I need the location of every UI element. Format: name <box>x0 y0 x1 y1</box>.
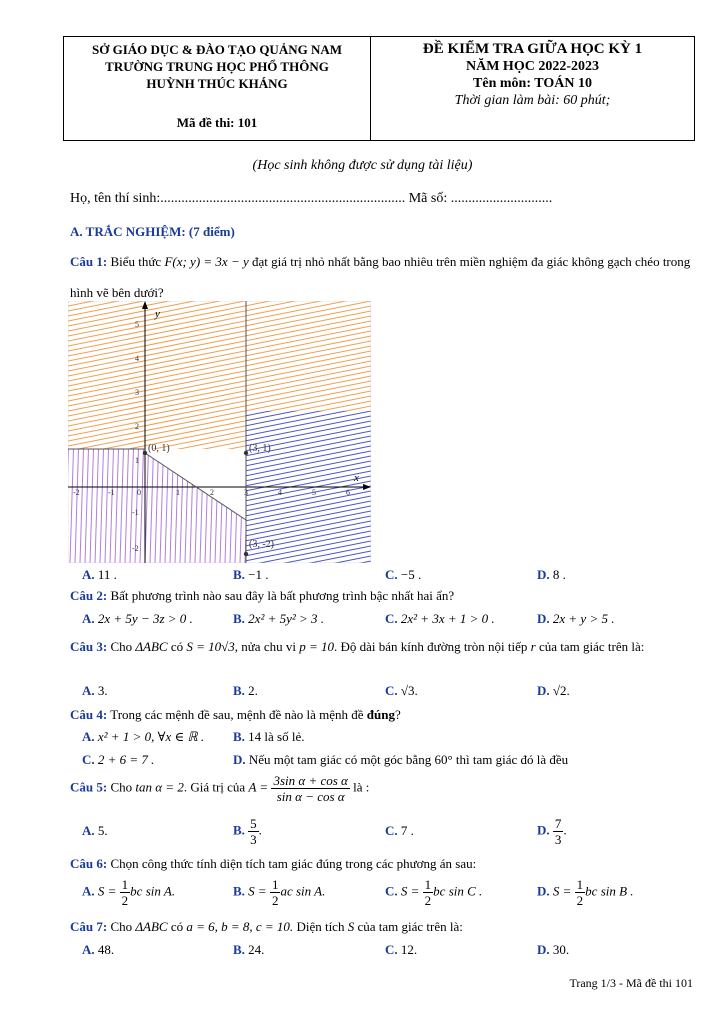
option-text: bc sin C . <box>433 883 483 899</box>
option-text: 8 . <box>552 567 566 582</box>
question-text: Cho <box>110 919 133 934</box>
option-letter: D. <box>537 567 550 582</box>
q4-option-c[interactable] <box>82 752 154 768</box>
option-letter: A. <box>82 611 95 626</box>
x-axis-label: x <box>354 472 359 484</box>
hatch-line <box>68 521 371 563</box>
q7-option-c[interactable] <box>385 942 417 958</box>
hatch-line <box>68 301 371 316</box>
option-text: . <box>563 822 567 838</box>
question-text: Trong các mệnh đề sau, mệnh đề nào là mệnh đề <box>110 707 364 722</box>
option-letter: D. <box>233 752 246 767</box>
option-text: 5. <box>97 823 108 838</box>
exam-info <box>371 37 694 140</box>
math-expression: S = <box>552 883 572 899</box>
q7-option-d[interactable] <box>537 942 569 958</box>
hatch-line <box>68 561 371 563</box>
question-label: Câu 6: <box>70 856 108 871</box>
option-letter: D. <box>537 683 550 698</box>
hatch-line <box>68 341 371 401</box>
hatch-line <box>68 476 371 536</box>
q2-option-c[interactable] <box>385 611 495 627</box>
school-line-1: TRƯỜNG TRUNG HỌC PHỔ THÔNG <box>105 59 329 74</box>
q3-option-c[interactable] <box>385 683 418 699</box>
denominator: 2 <box>424 893 432 908</box>
q1-option-b[interactable] <box>233 567 269 583</box>
option-letter: C. <box>385 683 398 698</box>
option-letter: A. <box>82 883 95 899</box>
question-label: Câu 5: <box>70 779 108 795</box>
option-letter: C. <box>385 883 398 899</box>
hatch-line <box>68 386 371 446</box>
hatch-line <box>68 396 371 456</box>
numerator: 3sin α + cos α <box>273 773 348 788</box>
question-text: là : <box>353 779 370 795</box>
q3-option-d[interactable] <box>537 683 570 699</box>
hatch-line <box>68 301 371 346</box>
question-text: đạt giá trị nhỏ nhất bằng bao nhiêu trên miền nghiệm đa giác không gạch chéo trong hình vẽ bên dưới? <box>70 254 691 300</box>
numerator: 1 <box>271 877 279 892</box>
denominator: 2 <box>121 893 129 908</box>
math-expression: A = <box>248 779 269 795</box>
question-7 <box>70 917 695 937</box>
option-letter: B. <box>233 822 245 838</box>
question-text: , nửa chu vi <box>234 639 296 654</box>
math-expression: S = <box>97 883 117 899</box>
q5-option-c[interactable] <box>385 823 414 839</box>
q4-option-d[interactable] <box>233 752 568 768</box>
question-6 <box>70 854 695 874</box>
math-expression: ΔABC <box>135 919 168 934</box>
option-text: 2x + 5y − 3z > 0 . <box>97 611 193 626</box>
vertex-point <box>244 451 248 455</box>
numerator: 1 <box>121 877 129 892</box>
option-text: 7 . <box>400 823 414 838</box>
hatch-line <box>75 301 83 563</box>
question-text: Chọn công thức tính diện tích tam giác đúng trong các phương án sau: <box>110 856 477 871</box>
option-text: 12. <box>400 942 418 957</box>
y-tick: 2 <box>135 422 139 431</box>
exam-title: ĐỀ KIỂM TRA GIỮA HỌC KỲ 1 <box>422 41 643 57</box>
hatch-line <box>68 391 371 451</box>
q3-option-b[interactable] <box>233 683 258 699</box>
math-expression: ΔABC <box>135 639 168 654</box>
hatch-line <box>225 301 233 563</box>
q5-option-d[interactable] <box>537 816 567 847</box>
hatch-line <box>68 301 371 316</box>
x-axis-arrow <box>363 484 371 490</box>
x-tick: 2 <box>210 488 214 497</box>
exam-code: Mã đề thi: 101 <box>176 115 258 130</box>
option-text: 48. <box>97 942 115 957</box>
vertex-point <box>244 552 248 556</box>
option-text: bc sin A. <box>130 883 176 899</box>
hatch-line <box>230 301 238 563</box>
y-tick: -2 <box>132 544 139 553</box>
x-tick: 0 <box>137 488 141 497</box>
hatch-line <box>68 306 371 366</box>
option-text: . <box>258 822 262 838</box>
q4-option-a[interactable] <box>82 729 204 745</box>
numerator: 1 <box>424 877 432 892</box>
fraction <box>120 877 131 908</box>
denominator: 3 <box>250 832 257 847</box>
hatch-line <box>68 551 371 563</box>
hatch-line <box>125 301 133 563</box>
fraction <box>575 877 586 908</box>
hatch-line <box>68 551 371 563</box>
math-expression: a = 6, b = 8, c = 10. <box>186 919 294 934</box>
math-expression: tan α = 2 <box>135 779 184 795</box>
option-text: −5 . <box>400 567 422 582</box>
question-text: Cho <box>110 779 133 795</box>
hatch-line <box>68 336 371 396</box>
q6-option-c[interactable] <box>385 877 482 908</box>
y-tick: -1 <box>132 508 139 517</box>
math-expression: S = <box>400 883 420 899</box>
question-label: Câu 1: <box>70 254 108 269</box>
hatch-line <box>68 381 371 441</box>
option-text: 24. <box>248 942 265 957</box>
denominator: 3 <box>554 832 562 847</box>
y-tick-labels <box>132 320 139 553</box>
x-tick: 1 <box>176 488 180 497</box>
numerator: 5 <box>250 816 257 831</box>
hatch-line <box>68 301 371 346</box>
option-letter: B. <box>233 942 245 957</box>
fraction <box>423 877 434 908</box>
fraction <box>248 816 259 847</box>
point-label: (3, 1) <box>249 443 271 454</box>
inequality-region-graph <box>68 301 371 563</box>
option-letter: A. <box>82 683 95 698</box>
question-3 <box>70 637 695 657</box>
option-letter: D. <box>537 611 550 626</box>
fraction <box>271 773 349 804</box>
option-text: 2. <box>248 683 258 698</box>
math-expression: r <box>530 639 536 654</box>
numerator: 7 <box>554 816 562 831</box>
school-line-2: HUỲNH THÚC KHÁNG <box>146 76 288 91</box>
q1-option-d[interactable] <box>537 567 566 583</box>
question-text: . Độ dài bán kính đường tròn nội tiếp <box>334 639 528 654</box>
y-axis-label: y <box>155 308 160 320</box>
exam-header <box>63 36 695 141</box>
question-text: . Giá trị của <box>183 779 246 795</box>
math-expression: S <box>347 919 355 934</box>
math-expression: F(x; y) = 3x − y <box>164 254 249 269</box>
denominator: 2 <box>576 893 584 908</box>
option-letter: A. <box>82 942 95 957</box>
option-text: 3. <box>97 683 108 698</box>
option-text: 30. <box>552 942 570 957</box>
hatch-line <box>68 326 371 386</box>
x-tick: -1 <box>108 488 115 497</box>
option-text: 2x² + 5y² > 3 . <box>248 611 325 626</box>
point-label: (0, 1) <box>148 443 170 454</box>
page-footer: Trang 1/3 - Mã đề thi 101 <box>569 976 693 990</box>
hatch-line <box>68 301 371 356</box>
option-letter: A. <box>82 567 95 582</box>
x-tick-labels <box>73 488 350 497</box>
hatch-line <box>68 471 371 531</box>
question-label: Câu 4: <box>70 707 108 722</box>
no-materials-note: (Học sinh không được sử dụng tài liệu) <box>252 158 473 173</box>
q6-option-d[interactable] <box>537 877 634 908</box>
option-letter: B. <box>233 683 245 698</box>
option-text: √3. <box>400 683 418 698</box>
hatch-line <box>68 331 371 391</box>
question-2 <box>70 586 695 606</box>
q2-option-d[interactable] <box>537 611 614 627</box>
hatch-line <box>68 521 371 563</box>
option-text: 14 là số lẻ. <box>248 729 305 744</box>
option-letter: C. <box>82 752 95 767</box>
hatch-line <box>68 366 371 426</box>
question-4 <box>70 705 695 725</box>
question-1 <box>70 246 695 308</box>
option-letter: D. <box>537 822 550 838</box>
fraction <box>270 877 281 908</box>
point-label: (3, -2) <box>249 539 274 550</box>
question-text: của tam giác trên là: <box>357 919 463 934</box>
option-letter: C. <box>385 611 398 626</box>
department: SỞ GIÁO DỤC & ĐÀO TẠO QUẢNG NAM <box>91 42 342 57</box>
math-expression: S = 10√3 <box>186 639 235 654</box>
question-label: Câu 7: <box>70 919 108 934</box>
option-letter: D. <box>537 942 550 957</box>
option-text: ac sin A. <box>280 883 326 899</box>
x-tick: 6 <box>346 488 350 497</box>
hatch-line <box>68 531 371 563</box>
y-tick: 4 <box>135 354 139 363</box>
hatch-line <box>68 301 371 361</box>
hatch-line <box>68 491 371 551</box>
q2-option-b[interactable] <box>233 611 324 627</box>
subject: Tên môn: TOÁN 10 <box>473 76 592 91</box>
hatch-line <box>68 501 371 561</box>
option-letter: B. <box>233 567 245 582</box>
option-text: 11 . <box>97 567 117 582</box>
option-letter: C. <box>385 567 398 582</box>
option-text: x² + 1 > 0, ∀x ∈ ℝ . <box>97 729 205 744</box>
q1-option-c[interactable] <box>385 567 421 583</box>
x-tick: 5 <box>312 488 316 497</box>
option-text: Nếu một tam giác có một góc bằng 60° thì tam giác đó là đều <box>248 752 569 767</box>
hatch-line <box>68 316 371 376</box>
question-text: ? <box>394 707 401 722</box>
x-tick: -2 <box>73 488 80 497</box>
option-letter: C. <box>385 823 398 838</box>
vertex-point <box>143 451 147 455</box>
y-tick: 3 <box>135 388 139 397</box>
option-letter: D. <box>537 883 550 899</box>
question-text: Diện tích <box>296 919 345 934</box>
school-info <box>64 37 371 140</box>
y-tick: 5 <box>135 320 139 329</box>
option-text: −1 . <box>248 567 269 582</box>
q4-option-b[interactable] <box>233 729 305 745</box>
denominator: 2 <box>271 893 279 908</box>
q5-option-b[interactable] <box>233 816 262 847</box>
question-text: Biểu thức <box>110 254 162 269</box>
q6-option-b[interactable] <box>233 877 325 908</box>
option-letter: B. <box>233 611 245 626</box>
q7-option-a[interactable] <box>82 942 114 958</box>
math-expression: p = 10 <box>299 639 334 654</box>
option-letter: A. <box>82 729 95 744</box>
option-text: √2. <box>552 683 570 698</box>
option-letter: B. <box>233 729 245 744</box>
hatch-line <box>68 351 371 411</box>
option-text: 2x + y > 5 . <box>552 611 615 626</box>
x-tick: 4 <box>278 488 282 497</box>
question-text: có <box>170 639 184 654</box>
student-info-line: Họ, tên thí sinh:...................................................................... Mã số: ............................. <box>70 191 553 206</box>
x-tick: 3 <box>244 488 248 497</box>
hatch-line <box>68 321 371 381</box>
y-tick: 1 <box>135 456 139 465</box>
question-5 <box>70 773 695 804</box>
hatch-line <box>68 371 371 431</box>
hatch-line <box>200 301 208 563</box>
denominator: sin α − cos α <box>276 789 345 804</box>
time-limit: Thời gian làm bài: 60 phút; <box>454 93 611 108</box>
math-expression: S = <box>248 883 267 899</box>
hatch-line <box>68 346 371 406</box>
hatch-line <box>100 301 108 563</box>
hatch-line <box>68 311 371 371</box>
question-text: của tam giác trên là: <box>538 639 645 654</box>
q3-option-a[interactable] <box>82 683 108 699</box>
question-label: Câu 2: <box>70 588 108 603</box>
emphasis-text: đúng <box>366 707 395 722</box>
q6-option-a[interactable] <box>82 877 175 908</box>
hatch-line <box>68 301 371 356</box>
numerator: 1 <box>576 877 584 892</box>
option-text: 2x² + 3x + 1 > 0 . <box>400 611 495 626</box>
question-text: Bất phương trình nào sau đây là bất phương trình bậc nhất hai ẩn? <box>110 588 455 603</box>
hatch-line <box>68 361 371 421</box>
option-letter: C. <box>385 942 398 957</box>
orange-hatch-region <box>68 301 371 563</box>
option-text: bc sin B . <box>585 883 634 899</box>
section-a-title: A. TRẮC NGHIỆM: (7 điểm) <box>70 224 235 239</box>
hatch-line <box>68 376 371 436</box>
question-text: có <box>170 919 184 934</box>
option-text: 2 + 6 = 7 . <box>97 752 155 767</box>
q5-option-a[interactable] <box>82 823 108 839</box>
school-year: NĂM HỌC 2022-2023 <box>466 59 599 74</box>
hatch-line <box>68 356 371 416</box>
question-text: Cho <box>110 639 133 654</box>
option-letter: B. <box>233 883 245 899</box>
hatch-line <box>68 561 371 563</box>
option-letter: A. <box>82 823 95 838</box>
hatch-line <box>150 301 158 563</box>
hatch-line <box>68 496 371 556</box>
q2-option-a[interactable] <box>82 611 193 627</box>
q1-option-a[interactable] <box>82 567 117 583</box>
hatch-line <box>68 531 371 563</box>
hatch-line <box>205 301 213 563</box>
hatch-line <box>175 301 183 563</box>
q7-option-b[interactable] <box>233 942 264 958</box>
question-label: Câu 3: <box>70 639 108 654</box>
fraction <box>553 816 567 847</box>
